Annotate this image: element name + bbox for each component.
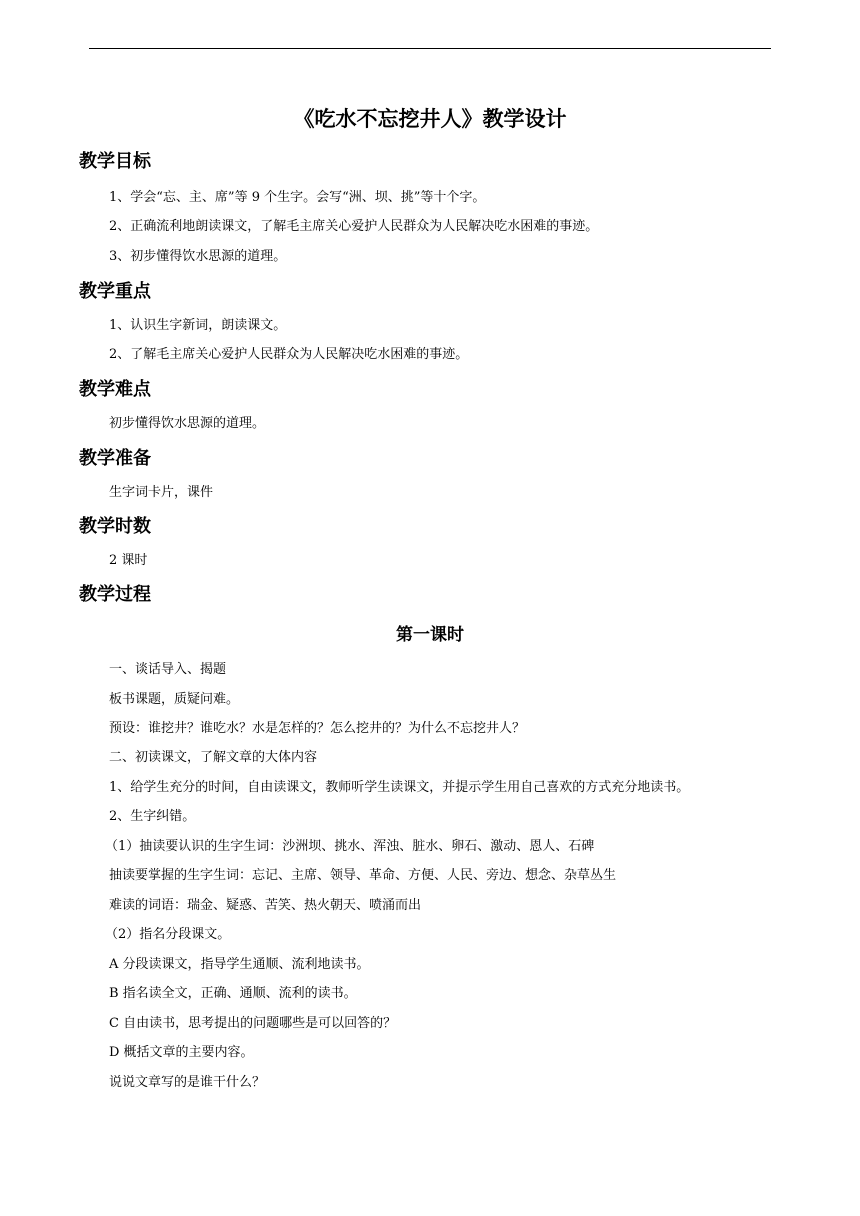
process-line: 一、谈话导入、揭题 — [109, 662, 227, 677]
section-heading-goals: 教学目标 — [79, 151, 151, 172]
hours-item-1: 2 课时 — [109, 553, 148, 568]
header-rule — [89, 48, 771, 49]
process-line: 说说文章写的是谁干什么？ — [109, 1075, 266, 1090]
preparation-item-1: 生字词卡片，课件 — [109, 485, 214, 500]
process-line: （1）抽读要认识的生字生词：沙洲坝、挑水、浑浊、脏水、卵石、激动、恩人、石碑 — [105, 839, 595, 854]
process-line: 抽读要掌握的生字生词：忘记、主席、领导、革命、方便、人民、旁边、想念、杂草丛生 — [109, 868, 617, 883]
process-line: C 自由读书，思考提出的问题哪些是可以回答的？ — [109, 1016, 397, 1031]
process-line: 难读的词语：瑞金、疑惑、苦笑、热火朝天、喷涌而出 — [109, 898, 422, 913]
process-line: 板书课题，质疑问难。 — [109, 692, 240, 707]
process-line: 1、给学生充分的时间，自由读课文，教师听学生读课文，并提示学生用自己喜欢的方式充分地读书。 — [109, 780, 690, 795]
section-heading-difficulties: 教学难点 — [79, 379, 151, 400]
section-heading-hours: 教学时数 — [79, 516, 151, 537]
section-heading-process: 教学过程 — [79, 584, 151, 605]
process-line: 二、初读课文，了解文章的大体内容 — [109, 750, 318, 765]
lesson-title: 第一课时 — [396, 625, 464, 645]
section-heading-preparation: 教学准备 — [79, 448, 151, 469]
section-heading-key-points: 教学重点 — [79, 281, 151, 302]
process-line: A 分段读课文，指导学生通顺、流利地读书。 — [109, 957, 370, 972]
key-point-item-2: 2、了解毛主席关心爱护人民群众为人民解决吃水困难的事迹。 — [109, 347, 469, 362]
difficulty-item-1: 初步懂得饮水思源的道理。 — [109, 416, 266, 431]
goal-item-3: 3、初步懂得饮水思源的道理。 — [109, 249, 287, 264]
document-title: 《吃水不忘挖井人》教学设计 — [293, 107, 567, 131]
goal-item-2: 2、正确流利地朗读课文，了解毛主席关心爱护人民群众为人民解决吃水困难的事迹。 — [109, 219, 599, 234]
process-line: D 概括文章的主要内容。 — [109, 1045, 254, 1060]
process-line: （2）指名分段课文。 — [105, 927, 231, 942]
process-line: B 指名读全文，正确、通顺、流利的读书。 — [109, 986, 357, 1001]
process-line: 预设：谁挖井？谁吃水？水是怎样的？怎么挖井的？为什么不忘挖井人？ — [109, 721, 526, 736]
process-line: 2、生字纠错。 — [109, 809, 196, 824]
goal-item-1: 1、学会“忘、主、席”等 9 个生字。会写“洲、坝、挑”等十个字。 — [109, 190, 486, 205]
key-point-item-1: 1、认识生字新词，朗读课文。 — [109, 318, 287, 333]
